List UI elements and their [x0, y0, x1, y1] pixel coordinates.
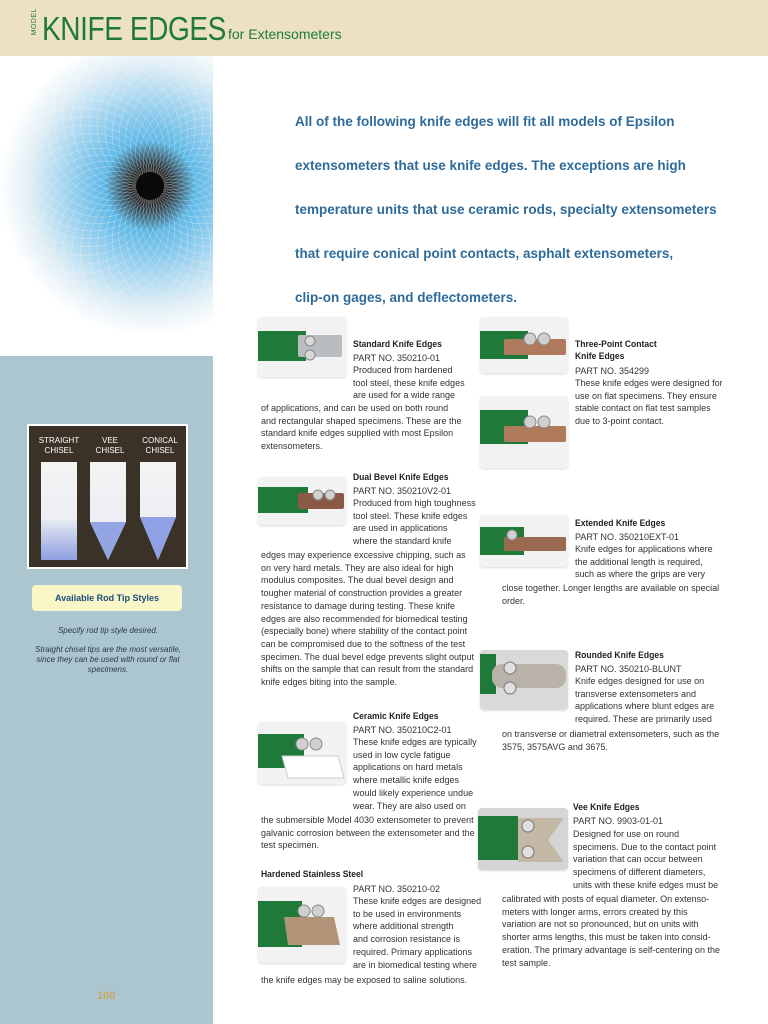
desc-line: modulus composites. The dual bevel design and [261, 575, 454, 586]
vee-title: Vee Knife Edges [573, 802, 640, 813]
desc-line: eration. The primary advantage is self-centering on the [502, 944, 720, 955]
dual-bevel-title: Dual Bevel Knife Edges [353, 472, 449, 483]
desc-line: units with these knife edges must be [573, 879, 719, 890]
desc-line: and rectangular shaped specimens. These are the [261, 415, 462, 426]
desc-line: where metallic knife edges [353, 775, 460, 786]
desc-line: transverse extensometers and [575, 688, 697, 699]
straight-rod-icon [41, 462, 77, 560]
rod-label-vee: VEE CHISEL [95, 436, 125, 455]
desc-line: are used in applications [353, 523, 448, 534]
desc-line: on very hard metals. They are also ideal for high [261, 562, 454, 573]
desc-line: resistance to damage during testing. These knife [261, 600, 455, 611]
dual-bevel-knife-edge-photo [258, 477, 346, 525]
rod-label-conical: CONICAL CHISEL [142, 436, 178, 455]
desc-line: edges are also recommended for biomedical testing [261, 613, 468, 624]
three-point-title-line-1: Three-Point Contact [575, 339, 657, 350]
page-title: KNIFE EDGES [42, 10, 226, 47]
desc-line: of applications, and can be used on both round [261, 403, 449, 413]
extended-knife-edge-photo [480, 515, 568, 567]
desc-line: used in low cycle fatigue [353, 749, 451, 760]
desc-line: required. Primary applications [353, 946, 473, 957]
dual-bevel-desc-wide [261, 549, 474, 689]
ceramic-desc-narrow [353, 736, 477, 812]
rod-tip-note-1: Specify rod tip style desired. [57, 626, 159, 635]
intro-line: extensometers that use knife edges. The exceptions are high [295, 158, 686, 173]
desc-line: variation that can occur between [573, 854, 703, 865]
intro-line: clip-on gages, and deflectometers. [295, 290, 518, 305]
rounded-knife-edge-photo [480, 650, 568, 710]
conical-rod-icon [140, 462, 176, 560]
three-point-desc [575, 377, 723, 428]
spiral-graphic [0, 56, 213, 356]
desc-line: knife edges biting into the sample. [261, 677, 398, 688]
rounded-part: PART NO. 350210-BLUNT [575, 664, 682, 674]
desc-line: tool steel. These knife edges [353, 510, 468, 521]
page-number: 100 [97, 990, 116, 1002]
desc-line: applications on hard metals [353, 762, 463, 773]
desc-line: applications where blunt edges are [575, 701, 715, 712]
desc-line: would likely experience undue [353, 787, 474, 798]
desc-line: Knife edges for applications where [575, 544, 713, 554]
page-subtitle: for Extensometers [228, 26, 342, 42]
three-point-knife-edge-photo-1 [480, 317, 568, 373]
ceramic-desc-wide [261, 814, 475, 852]
desc-line: the additional length is required, [575, 556, 703, 567]
rounded-desc-wide [502, 728, 719, 753]
desc-line: due to 3-point contact. [575, 416, 665, 427]
standard-desc-narrow [353, 364, 465, 402]
spiral-art-icon [0, 56, 213, 356]
desc-line: specimens of different diameters, [573, 867, 706, 878]
desc-line: Designed for use on round [573, 829, 680, 839]
extended-desc-narrow [575, 543, 713, 581]
intro-line: temperature units that use ceramic rods, specialty extensometers [295, 202, 717, 217]
extended-part: PART NO. 350210EXT-01 [575, 532, 680, 542]
standard-part: PART NO. 350210-01 [353, 353, 441, 363]
desc-line: specimens. Due to the contact point [573, 841, 717, 852]
rounded-desc-narrow [575, 675, 714, 726]
desc-line: 3575, 3575AVG and 3675. [502, 741, 608, 752]
stainless-knife-edge-photo [258, 887, 346, 963]
desc-line: (especially bone) where stability of the contact point [261, 626, 468, 637]
vee-part: PART NO. 9903-01-01 [573, 816, 664, 826]
intro-line: All of the following knife edges will fit all models of Epsilon [295, 114, 675, 129]
standard-knife-edge-photo [258, 317, 346, 377]
desc-line: standard knife edges supplied with most Epsilon [261, 428, 454, 439]
desc-line: required. These are primarily used [575, 714, 712, 725]
intro-paragraph [295, 100, 735, 320]
desc-line: specimen. The dual bevel edge prevents slight output [261, 651, 474, 662]
desc-line: close together. Longer lengths are available on special [502, 583, 720, 593]
desc-line: stable contact on flat test samples [575, 403, 711, 414]
desc-line: such as where the grips are very [575, 569, 706, 580]
intro-line: that require conical point contacts, asphalt extensometers, [295, 246, 674, 261]
rod-tip-photo [27, 424, 188, 569]
vee-desc-wide [502, 893, 720, 969]
desc-line: are in biomedical testing where [353, 959, 478, 970]
desc-line: meters with longer arms, errors created by this [502, 906, 688, 917]
ceramic-knife-edge-photo [258, 722, 346, 784]
extended-desc-wide [502, 582, 719, 607]
desc-line: tougher material of construction provides a greater [261, 588, 463, 599]
desc-line: calibrated with posts of equal diameter. On extenso- [502, 894, 710, 904]
desc-line: test sample. [502, 957, 551, 968]
desc-line: are used for a wide range [353, 390, 456, 401]
standard-title: Standard Knife Edges [353, 339, 442, 350]
desc-line: the knife edges may be exposed to saline solutions. [261, 975, 468, 985]
desc-line: on transverse or diametral extensometers, such as the [502, 729, 720, 739]
ceramic-title: Ceramic Knife Edges [353, 711, 439, 722]
vee-rod-icon [90, 462, 126, 560]
extended-title: Extended Knife Edges [575, 518, 666, 529]
desc-line: tool steel, these knife edges [353, 377, 465, 388]
vee-desc-narrow [573, 828, 718, 892]
desc-line: These knife edges were designed for [575, 378, 723, 388]
stainless-title: Hardened Stainless Steel [261, 869, 364, 880]
stainless-part: PART NO. 350210-02 [353, 884, 441, 894]
desc-line: wear. They are also used on [353, 800, 466, 811]
desc-line: can be compromised due to the softness of the test [261, 638, 466, 649]
desc-line: where the standard knife [353, 536, 452, 547]
standard-desc-wide [261, 402, 461, 453]
dual-bevel-part: PART NO. 350210V2-01 [353, 486, 452, 496]
desc-line: Knife edges designed for use on [575, 676, 705, 686]
desc-line: extensometers. [261, 441, 323, 452]
stainless-desc-narrow [353, 895, 481, 971]
page-header [0, 0, 768, 56]
desc-line: the submersible Model 4030 extensometer to prevent [261, 815, 474, 825]
desc-line: These knife edges are designed [353, 896, 482, 906]
rod-label-straight: STRAIGHT CHISEL [38, 436, 80, 455]
desc-line: order. [502, 595, 526, 606]
desc-line: variation are not so pronounced, but on units with [502, 919, 699, 930]
desc-line: Produced from high toughness [353, 498, 476, 508]
desc-line: These knife edges are typically [353, 737, 477, 747]
rod-tip-caption: Available Rod Tip Styles [32, 585, 182, 611]
desc-line: galvanic corrosion between the extensometer and the [261, 827, 475, 838]
dual-bevel-desc-narrow [353, 497, 476, 548]
rod-tip-note-2: Straight chisel tips are the most versatile, since they can be used with round or flat specimens. [35, 645, 181, 674]
desc-line: shorter arms lengths, this must be taken into consid- [502, 932, 711, 943]
desc-line: edges may experience excessive chipping, such as [261, 550, 466, 560]
desc-line: shifts on the sample that can result from the standard [261, 664, 474, 675]
three-point-knife-edge-photo-2 [480, 396, 568, 468]
desc-line: use on flat specimens. They ensure [575, 390, 717, 401]
vee-knife-edge-photo [478, 808, 568, 870]
desc-line: where additional strength [353, 921, 454, 932]
desc-line: Produced from hardened [353, 365, 453, 375]
three-point-title-line-2: Knife Edges [575, 351, 625, 362]
desc-line: test specimen. [261, 840, 320, 851]
model-label: MODEL [31, 8, 38, 36]
three-point-part: PART NO. 354299 [575, 366, 650, 376]
desc-line: to be used in environments [353, 908, 462, 919]
ceramic-part: PART NO. 350210C2-01 [353, 725, 452, 735]
stainless-desc-wide [261, 974, 467, 987]
desc-line: and corrosion resistance is [353, 934, 461, 945]
rounded-title: Rounded Knife Edges [575, 650, 664, 661]
